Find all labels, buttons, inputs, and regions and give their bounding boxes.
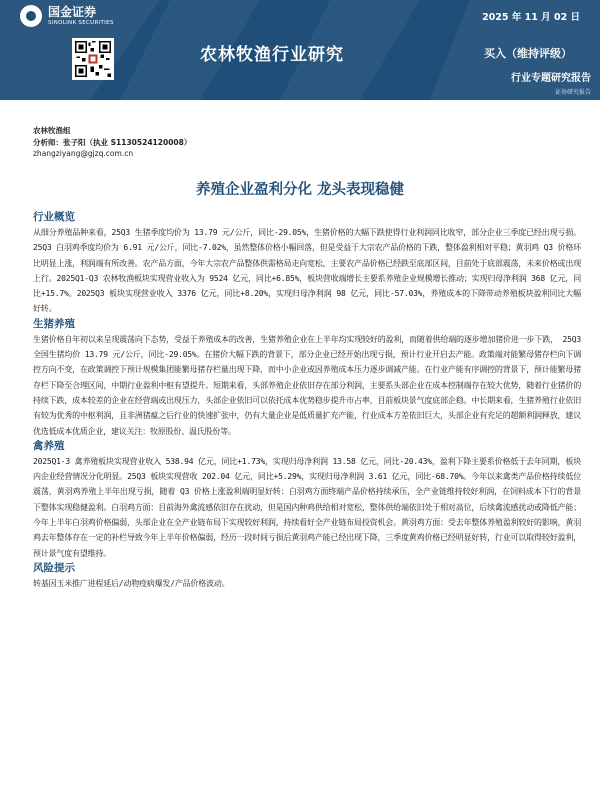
report-category: 证券研究报告 bbox=[554, 89, 591, 96]
section-paragraph: 从细分养殖品种来看，25Q3 生猪季度均价为 13.79 元/公斤，同比-29.05%，生猪价格的大幅下跌使得行业利润同比收窄，部分企业三季度已经出现亏损。25Q3 白羽鸡季度均价为 6.91 元/公斤，同比-7.02%，虽然整体价格小幅回落，但是受益于大宗农产品价格的下跌，整体盈利相对平稳；黄羽鸡 Q3 价格环比明显上涨，利润端有所改善。农产品方面，今年大宗农产品整体供需格局走向宽松，主要农产品价格已经跌至底部区间，目前处于底部震荡，未来价格或出现上行。2025Q1-Q3 农林牧渔板块实现营业收入为 9524 亿元，同比+6.85%，板块营收端增长主要系养殖企业规模增长推动；实现归母净利润 368 亿元，同比+15.7%。2025Q3 板块实现营业收入 3376 亿元，同比+8.20%，实现归母净利润 98 亿元，同比-57.03%，养殖成本的下降带动养殖板块盈利同比大幅好转。 bbox=[33, 228, 581, 314]
report-body bbox=[33, 210, 581, 591]
logo-english-name: SINOLINK SECURITIES bbox=[48, 19, 114, 26]
section-title: 生猪养殖 bbox=[33, 317, 75, 330]
logo-chinese-name: 国金证券 bbox=[48, 5, 97, 20]
industry-title: 农林牧渔行业研究 bbox=[200, 45, 344, 65]
team-name: 农林牧渔组 bbox=[33, 126, 71, 135]
report-header bbox=[0, 0, 600, 100]
analyst-info bbox=[33, 125, 191, 160]
section-paragraph: 2025Q1-3 禽养殖板块实现营业收入 538.94 亿元，同比+1.73%，实现归母净利润 13.58 亿元，同比-20.43%，盈利下降主要系价格低于去年同期，板块内企业经营情况分化明显。25Q3 板块实现营收 202.04 亿元，同比+5.29%，实现归母净利润 3.61 亿元，同比-68.70%。今年以来禽类产品价格持续低位震荡，黄羽鸡养殖上半年出现亏损，随着 Q3 价格上涨盈利端明显好转：白羽鸡方面终端产品价格持续承压，全产业链维持较好利润，在饲料成本下行的背景下整体实现稳健盈利。白羽鸡方面：目前海外禽流感依旧存在扰动，但是国内种鸡供给相对宽松，整体供给端依旧处于相对高位，后续禽流感扰动或降低产能；今年上半年白羽鸡价格偏弱，头部企业在全产业链布局下实现较好利润，持续看好全产业链布局投资机会。黄羽鸡方面：受去年整体养殖盈利较好的影响，黄羽鸡去年整体存在一定的补栏导致今年上半年价格偏弱，经历一段时间亏损后黄羽鸡产能已经出现下降，三季度黄鸡价格已经明显好转，行业可以取得较好盈利，预计景气度有望维持。 bbox=[33, 456, 581, 558]
section-title: 风险提示 bbox=[33, 561, 75, 574]
section-risk-warning bbox=[33, 561, 581, 591]
rating-badge: 买入（维持评级） bbox=[484, 47, 572, 60]
section-hog-farming bbox=[33, 317, 581, 439]
section-paragraph: 转基因玉米推广进程延后/动物疫病爆发/产品价格波动。 bbox=[33, 578, 230, 588]
section-industry-overview bbox=[33, 210, 581, 317]
qr-code-icon bbox=[72, 38, 114, 80]
logo-icon bbox=[20, 5, 42, 27]
report-date: 2025 年 11 月 02 日 bbox=[482, 12, 580, 23]
analyst-email[interactable]: zhangziyang@gjzq.com.cn bbox=[33, 149, 134, 158]
report-main-title: 养殖企业盈利分化 龙头表现稳健 bbox=[195, 182, 405, 198]
section-title: 禽养殖 bbox=[33, 439, 65, 452]
section-paragraph: 生猪价格自年初以来呈现震荡向下态势，受益于养殖成本的改善，生猪养殖企业在上半年均实现较好的盈利，而随着供给端的逐步增加猪价进一步下跌， 25Q3 全国生猪均价 13.79 元/公斤，同比-29.05%。在猪价大幅下跌的背景下，部分企业已经开始出现亏损，预计行业开启去产能。政策端对能繁母猪存栏向下调控方向不变，在政策调控下预计规模集团能繁母猪存栏量出现下降，而中小企业或因养殖成本压力逐步调减产能。在行业产能有序调控的背景下，预计能繁母猪存栏下降至合理区间，中期行业盈利中枢有望提升。短期来看，头部养殖企业依旧存在部分利润，主要系头部企业在成本控制端存在较大优势，随着行业猪价的持续下跌，成本较差的企业在经营端或出现压力，头部企业依旧可以依托成本优势稳步提升市占率，目前板块景气度底部企稳。中长期来看，生猪养殖行业依旧有较为优秀的中枢利润，且非洲猪瘟之后行业的快速扩张中，仍有大量企业是低质量扩充产能，行业成本方差依旧巨大，头部企业有充足的超额利润释放，建议优选低成本优质企业，建议关注：牧原股份、温氏股份等。 bbox=[33, 334, 581, 436]
analyst-name: 分析师：张子阳（执业 S1130524120008） bbox=[33, 137, 192, 147]
section-poultry-farming bbox=[33, 439, 581, 561]
company-logo bbox=[20, 5, 114, 27]
section-title: 行业概览 bbox=[33, 211, 75, 223]
report-type: 行业专题研究报告 bbox=[511, 73, 591, 84]
